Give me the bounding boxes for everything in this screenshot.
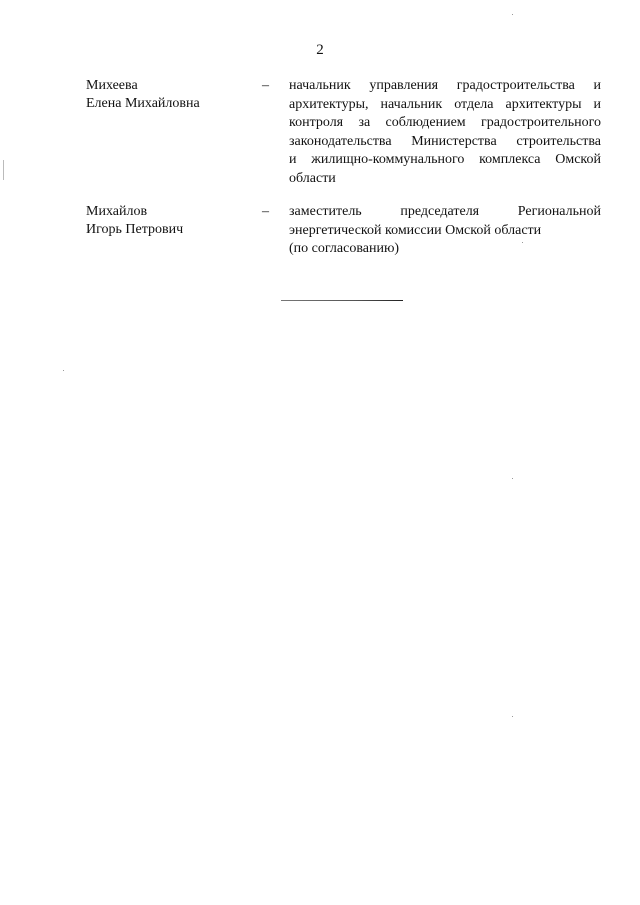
position-line: контроля за соблюдением градостроительного xyxy=(289,115,601,130)
member-name xyxy=(86,203,256,239)
scan-speck xyxy=(522,242,523,243)
page-number: 2 xyxy=(316,42,324,58)
position-line: законодательства Министерства строительства xyxy=(289,133,601,149)
member-name xyxy=(86,77,256,113)
scan-speck xyxy=(512,716,513,717)
position-line: архитектуры, начальник отдела архитектуры и xyxy=(289,96,601,112)
member-position xyxy=(289,203,601,259)
scan-speck xyxy=(3,160,4,180)
position-line: области xyxy=(289,170,336,186)
scan-speck xyxy=(512,14,513,15)
member-given-names: Игорь Петрович xyxy=(86,222,184,237)
member-given-names: Елена Михайловна xyxy=(86,96,200,111)
position-line: энергетической комиссии Омской области xyxy=(289,222,542,238)
member-surname: Михайлов xyxy=(86,204,148,219)
scan-speck xyxy=(63,370,64,371)
position-line: и жилищно-коммунального комплекса Омской xyxy=(289,152,601,167)
closing-rule xyxy=(281,300,403,301)
dash-separator: – xyxy=(262,204,269,219)
member-surname: Михеева xyxy=(86,78,138,93)
scan-speck xyxy=(512,478,513,479)
member-position xyxy=(289,77,601,188)
position-line: начальник управления градостроительства и xyxy=(289,78,601,93)
dash-separator: – xyxy=(262,78,269,93)
position-line: (по согласованию) xyxy=(289,241,400,256)
position-line: заместитель председателя Региональной xyxy=(289,204,601,219)
